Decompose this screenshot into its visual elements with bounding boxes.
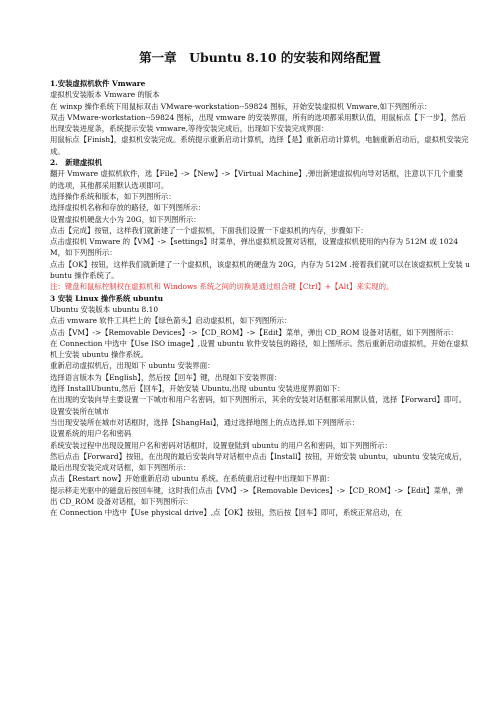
paragraph: 点击虚拟机 Vmware 的【VM】->【settings】时菜单，弹出虚拟机设置对话框，设置虚拟机使用的内存为 512M 或 1024M，如下列图所示： xyxy=(50,237,459,258)
paragraph: 选择虚拟机名称和存放的路径，如下列图所示： xyxy=(50,203,206,213)
paragraph: 重新启动虚拟机后，出现如下 ubuntu 安装界面： xyxy=(50,361,215,371)
paragraph: 在 winxp 操作系统下用鼠标双击 VMware-workstation--59824 图标，开始安装虚拟机 Vmware,如下列图所示： xyxy=(50,101,432,111)
paragraph: 翻开 Vmware 虚拟机软件，选【File】->【New】->【Virtual Machine】,弹出新建虚拟机向导对话框，注意以下几个重要的选项，其他都采用默认选项即可。 xyxy=(50,169,464,190)
paragraph: 设置安装所在城市 xyxy=(50,406,110,416)
document-page xyxy=(50,38,470,519)
paragraph: 点击【Restart now】开始重新启动 ubuntu 系统。在系统重启过程中出现如下界面： xyxy=(50,474,334,484)
paragraph: 双击 VMware-workstation--59824 图标，出现 vmware 的安装界面，所有的选项都采用默认值，用鼠标点【下一步】，然后出现安装进度条，系统提示安装 vmware,等待安装完成后，出现如下安装完成界面： xyxy=(50,112,467,134)
paragraph: 设置虚拟机硬盘大小为 20G，如下列图所示： xyxy=(50,214,201,224)
paragraph: 系统安装过程中出现设置用户名和密码对话框时，设置登陆到 ubuntu 的用户名和密码，如下列图所示： xyxy=(50,440,392,450)
paragraph: 选择 InstallUbuntu,然后【回车】，开始安装 Ubuntu,出现 ubuntu 安装进度界面如下： xyxy=(50,384,345,394)
chapter-title: 第一章 Ubuntu 8.10 的安装和网络配置 xyxy=(139,50,381,65)
paragraph: 在 Connection 中选中【Use ISO image】,设置 ubuntu 软件安装包的路径，如上图所示。然后重新启动虚拟机，开始在虚拟机上安装 ubuntu 操作系统。 xyxy=(50,338,469,360)
paragraph: 点击 vmware 软件工具栏上的【绿色箭头】启动虚拟机，如下列图所示： xyxy=(50,316,292,326)
paragraph: 虚拟机安装版本 Vmware 的版本 xyxy=(50,90,160,100)
note-text: 注：键盘和鼠标控制权在虚拟机和 Windows 系统之间的切换是通过组合键【Ctrl】+【Alt】来实现的。 xyxy=(50,282,394,292)
paragraph: 提示移走光驱中的磁盘后按回车键，这时我们点击【VM】->【Removable Devices】->【CD_ROM】->【Edit】菜单，弹出 CD_ROM 设备对话框，如下列图所示： xyxy=(50,485,464,506)
document-body xyxy=(50,78,470,519)
paragraph: 在 Connection 中选中【Use physical drive】,点【OK】按钮，然后按【回车】即可，系统正常启动，在 xyxy=(50,508,403,518)
paragraph: 然后点击【Forward】按钮，在出现的最后安装向导对话框中点击【Install】按钮，开始安装 ubuntu，ubuntu 安装完成后，最后出现安装完成对话框，如下列图所示： xyxy=(50,451,467,473)
paragraph: 选择语言版本为【English】，然后按【回车】键，出现如下安装界面： xyxy=(50,372,282,382)
paragraph: 当出现安装所在城市对话框时，选择【ShangHai】，通过选择地图上的点选择,如下列图所示： xyxy=(50,417,360,427)
paragraph: 设置系统的用户名和密码 xyxy=(50,429,132,439)
paragraph: 选择操作系统和版本，如下列图所示： xyxy=(50,191,176,201)
paragraph: 点击【完成】按钮，这样我们就新建了一个虚拟机，下面我们设置一下虚拟机的内存，步骤如下： xyxy=(50,225,368,235)
section-heading: 1.安装虚拟机软件 Vmware xyxy=(50,79,146,88)
paragraph: 在出现的安装向导主要设置一下城市和用户名密码，如下列图所示，其余的安装对话框都采用默认值，选择【Forward】即可。 xyxy=(50,395,467,405)
paragraph: Ubuntu 安装版本 ubuntu 8.10 xyxy=(50,304,159,314)
section-heading: 3 安装 Linux 操作系统 ubuntu xyxy=(50,293,164,303)
section-heading: 2. 新建虚拟机 xyxy=(50,158,103,168)
paragraph: 用鼠标点【Finish】，虚拟机安装完成。系统提示重新启动计算机，选择【是】重新启动计算机，电脑重新启动后，虚拟机安装完成。 xyxy=(50,135,469,156)
paragraph: 点击【OK】按钮，这样我们就新建了一个虚拟机，该虚拟机的硬盘为 20G，内存为 512M .接着我们就可以在该虚拟机上安装 ubuntu 操作系统了。 xyxy=(50,259,470,281)
paragraph: 点击【VM】->【Removable Devices】->【CD_ROM】->【Edit】菜单，弹出 CD_ROM 设备对话框，如下列图所示： xyxy=(50,327,458,337)
